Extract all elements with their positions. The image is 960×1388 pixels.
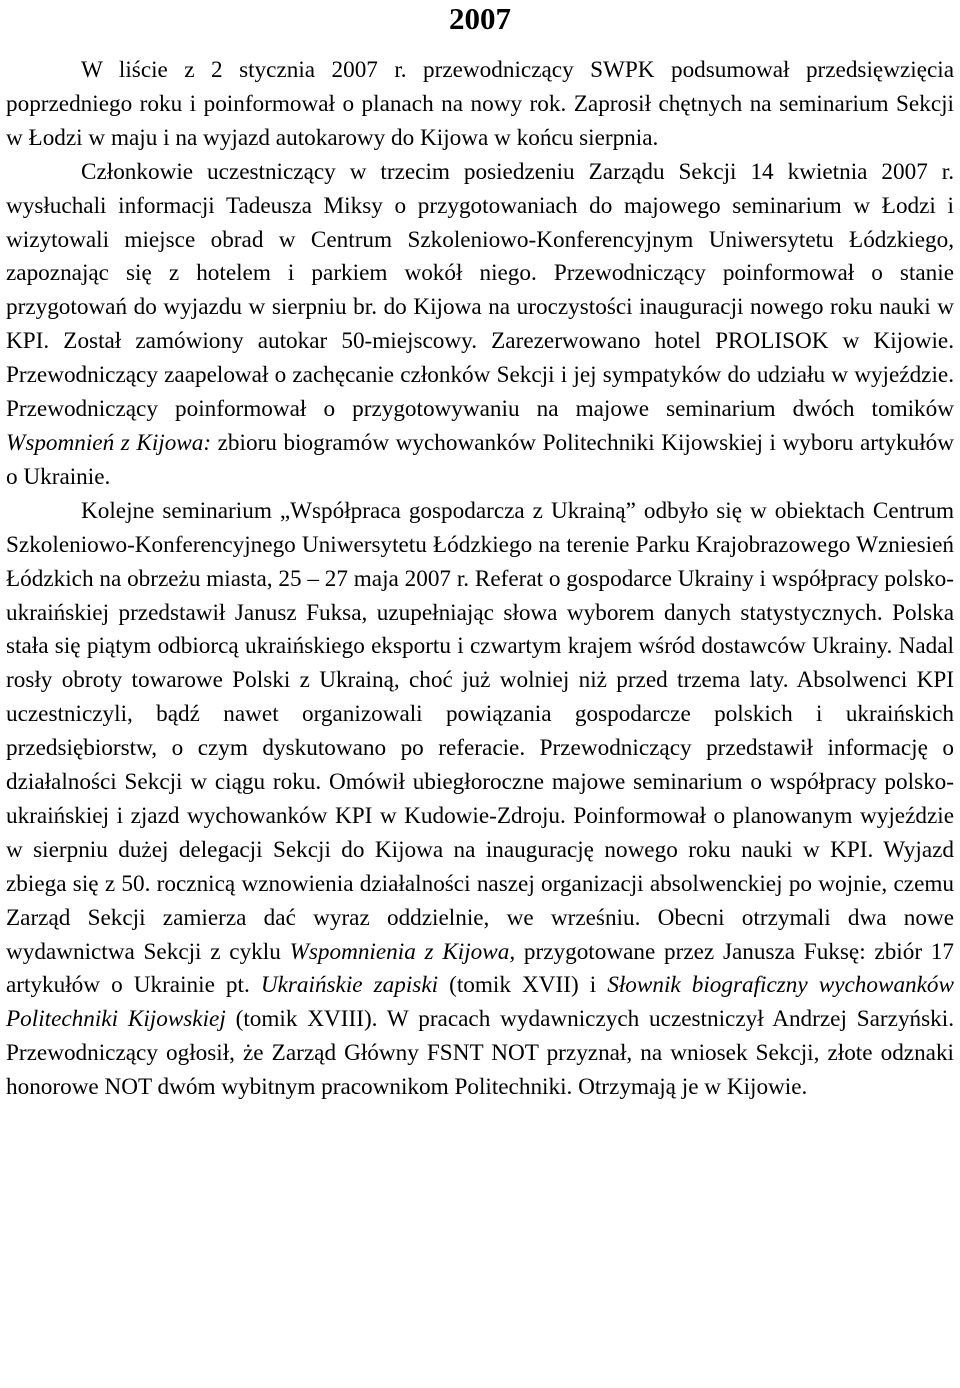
paragraph-text: (tomik XVII) i [438, 972, 608, 999]
paragraph-text: W liście z 2 stycznia 2007 r. przewodniczący SWPK podsumował przedsięwzięcia poprzedniego roku i poinformował o planach na nowy rok. Zaprosił chętnych na seminarium Sekcji w Łodzi w maju i na wyjazd autokarowy do Kijowa w końcu sierpnia. [6, 57, 954, 151]
paragraph-text: (tomik XVIII). W pracach wydawniczych uczestniczył Andrzej Sarzyński. Przewodniczący ogłosił, że Zarząd Główny FSNT NOT przyznał, na wniosek Sekcji, złote odznaki honorowe NOT dwóm wybitnym pracownikom Politechniki. Otrzymają je w Kijowie. [6, 1006, 954, 1101]
italic-title-text: Ukraińskie zapiski [260, 972, 439, 999]
italic-title-text: Słownik biograficzny wychowanków Politechniki Kijowskiej [6, 972, 954, 1033]
paragraph-text: Członkowie uczestniczący w trzecim posiedzeniu Zarządu Sekcji 14 kwietnia 2007 r. wysłuchali informacji Tadeusza Miksy o przygotowaniach do majowego seminarium w Łodzi i wizytowali miejsce obrad w Centrum Szkoleniowo-Konferencyjnym Uniwersytetu Łódzkiego, zapoznając się z hotelem i parkiem wokół niego. Przewodniczący poinformował o stanie przygotowań do wyjazdu w sierpniu br. do Kijowa na uroczystości inauguracji nowego roku nauki w KPI. Został zamówiony autokar 50-miejscowy. Zarezerwowano hotel PROLISOK w Kijowie. Przewodniczący zaapelował o zachęcanie członków Sekcji i jej sympatyków do udziału w wyjeździe. Przewodniczący poinformował o przygotowywaniu na majowe seminarium dwóch tomików [6, 158, 954, 423]
document-body [6, 54, 954, 1105]
paragraph-text: przygotowane przez Janusza Fuksę: zbiór 17 artykułów o Ukrainie pt. [6, 938, 954, 999]
document-page [6, 0, 954, 1105]
italic-title-text: Wspomnienia z Kijowa, [289, 938, 516, 965]
paragraph [6, 495, 954, 1105]
paragraph [6, 156, 954, 495]
paragraph-text: Kolejne seminarium „Współpraca gospodarcza z Ukrainą” odbyło się w obiektach Centrum Szkoleniowo-Konferencyjnego Uniwersytetu Łódzkiego na terenie Parku Krajobrazowego Wzniesień Łódzkich na obrzeżu miasta, 25 – 27 maja 2007 r. Referat o gospodarce Ukrainy i współpracy polsko-ukraińskiej przedstawił Janusz Fuksa, uzupełniając słowa wyborem danych statystycznych. Polska stała się piątym odbiorcą ukraińskiego eksportu i czwartym krajem wśród dostawców Ukrainy. Nadal rosły obroty towarowe Polski z Ukrainą, choć już wolniej niż przed trzema laty. Absolwenci KPI uczestniczyli, bądź nawet organizowali powiązania gospodarcze polskich i ukraińskich przedsiębiorstw, o czym dyskutowano po referacie. Przewodniczący przedstawił informację o działalności Sekcji w ciągu roku. Omówił ubiegłoroczne majowe seminarium o współpracy polsko-ukraińskiej i zjazd wychowanków KPI w Kudowie-Zdroju. Poinformował o planowanym wyjeździe w sierpniu dużej delegacji Sekcji do Kijowa na inaugurację nowego roku nauki w KPI. Wyjazd zbiega się z 50. rocznicą wznowienia działalności naszej organizacji absolwenckiej po wojnie, czemu Zarząd Sekcji zamierza dać wyraz oddzielnie, we wrześniu. Obecni otrzymali dwa nowe wydawnictwa Sekcji z cyklu [6, 497, 954, 965]
paragraph-text: zbioru biogramów wychowanków Politechniki Kijowskiej i wyboru artykułów o Ukrainie. [6, 429, 954, 490]
italic-title-text: Wspomnień z Kijowa: [6, 429, 212, 456]
page-title: 2007 [449, 1, 511, 36]
paragraph [6, 54, 954, 156]
